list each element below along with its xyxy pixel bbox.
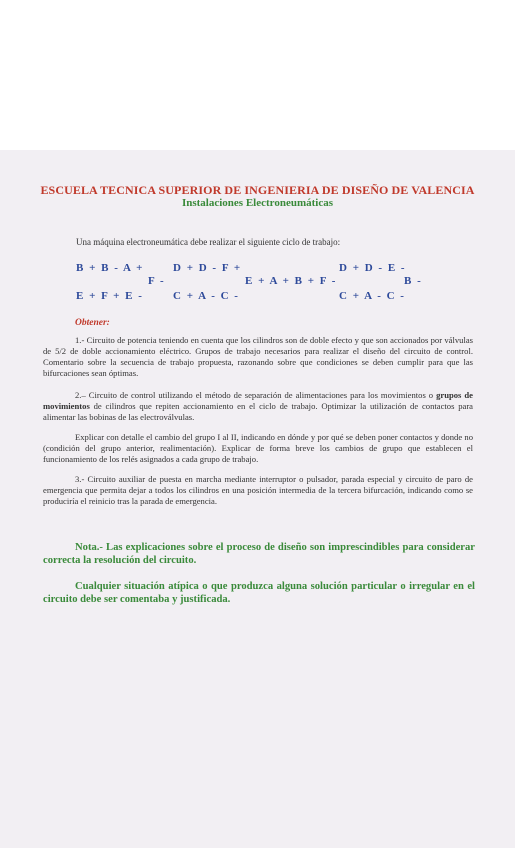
sequence-bottom-mid: C + A - C - bbox=[173, 290, 240, 302]
document-subtitle: Instalaciones Electroneumáticas bbox=[181, 197, 334, 209]
sequence-mid-f: F - bbox=[148, 275, 166, 287]
intro-text: Una máquina electroneumática debe realizar el siguiente ciclo de trabajo: bbox=[76, 237, 341, 247]
obtener-label: Obtener: bbox=[75, 318, 110, 328]
sequence-top-left: B + B - A + bbox=[76, 262, 144, 274]
sequence-bottom-right: C + A - C - bbox=[339, 290, 406, 302]
paragraph-2-end: de cilindros que repiten accionamiento en el ciclo de trabajo. Optimizar la utilización de contactos para alimentar las bobinas de las electroválvulas. bbox=[43, 401, 473, 422]
sequence-mid-b: B - bbox=[404, 275, 423, 287]
paragraph-4: 3.- Circuito auxiliar de puesta en marcha mediante interruptor o pulsador, parada especial y circuito de paro de emergencia que permita dejar a todos los cilindros en una posición intermedia de la tercera bifurcación, indicando como se produciría el reinicio tras la parada de emergencia. bbox=[43, 474, 473, 506]
paragraph-2-bold: grupos de movimientos bbox=[43, 390, 473, 411]
sequence-top-mid: D + D - F + bbox=[173, 262, 242, 274]
sequence-middle: E + A + B + F - bbox=[245, 275, 337, 287]
paragraph-2-start: 2.– Circuito de control utilizando el método de separación de alimentaciones para los movimientos o bbox=[75, 390, 437, 400]
sequence-top-right: D + D - E - bbox=[339, 262, 407, 274]
sequence-bottom-left: E + F + E - bbox=[76, 290, 144, 302]
document-title: ESCUELA TECNICA SUPERIOR DE INGENIERIA DE DISEÑO DE VALENCIA bbox=[40, 183, 475, 197]
paragraph-1: 1.- Circuito de potencia teniendo en cuenta que los cilindros son de doble efecto y que son accionados por válvulas de 5/2 de doble accionamiento eléctrico. Grupos de trabajo necesarios para realizar el diseño del circuito de control. Comentario sobre la secuencia de trabajo propuesta, razonando sobre que condiciones se deben cumplir para que las bifurcaciones sean óptimas. bbox=[43, 335, 473, 378]
note-2: Cualquier situación atípica o que produzca alguna solución particular o irregular en el circuito debe ser comentaba y justificada. bbox=[43, 581, 475, 605]
note-1: Nota.- Las explicaciones sobre el proceso de diseño son imprescindibles para considerar correcta la resolución del circuito. bbox=[43, 542, 475, 566]
paragraph-2 bbox=[43, 390, 473, 423]
paragraph-3: Explicar con detalle el cambio del grupo I al II, indicando en dónde y por qué se deben poner contactos y donde no (condición del grupo anterior, realimentación). Explicar de forma breve los cambios de grupo que establecen el funcionamiento de los relés asignados a cada grupo de trabajo. bbox=[43, 432, 473, 464]
